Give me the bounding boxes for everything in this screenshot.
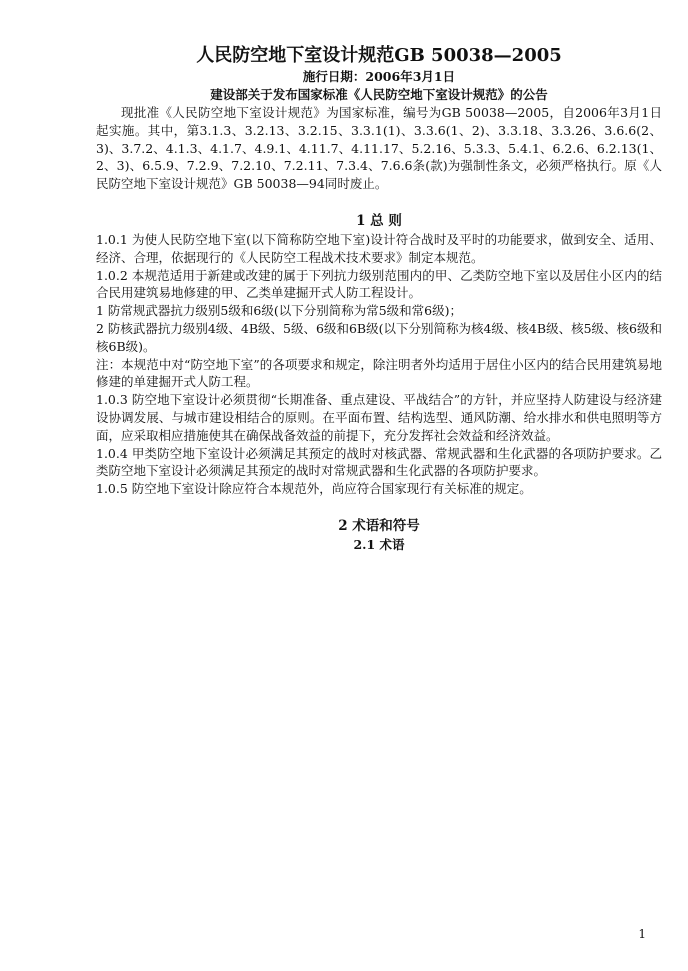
clause-1-0-2: 1.0.2 本规范适用于新建或改建的属于下列抗力级别范围内的甲、乙类防空地下室以及居住小区内的结合民用建筑易地修建的甲、乙类单建掘开式人防工程设计。 — [96, 267, 662, 301]
section-title-general: 1 总 则 — [356, 212, 402, 229]
clause-1-0-3: 1.0.3 防空地下室设计必须贯彻“长期准备、重点建设、平战结合”的方针，并应坚持人防建设与经济建设协调发展、与城市建设相结合的原则。在平面布置、结构选型、通风防潮、给水排水和供电照明等方面，应采取相应措施使其在确保战备效益的前提下，充分发挥社会效益和经济效益。 — [96, 392, 662, 443]
document-content — [96, 44, 662, 554]
clause-1-0-2-item-2: 2 防核武器抗力级别4级、4B级、5级、6级和6B级(以下分别简称为核4级、核4B级、核5级、核6级和核6B级)。 — [96, 320, 662, 354]
announcement-title: 建设部关于发布国家标准《人民防空地下室设计规范》的公告 — [210, 87, 548, 102]
effective-date: 施行日期：2006年3月1日 — [302, 69, 456, 84]
page-number: 1 — [638, 927, 646, 941]
section-gap — [96, 193, 662, 211]
clause-1-0-2-item-1: 1 防常规武器抗力级别5级和6级(以下分别简称为常5级和常6级)； — [96, 303, 462, 319]
section-title-terms: 2 术语和符号 — [338, 517, 420, 534]
clause-note: 注：本规范中对“防空地下室”的各项要求和规定，除注明者外均适用于居住小区内的结合民用建筑易地修建的单建掘开式人防工程。 — [96, 356, 662, 390]
clause-1-0-1: 1.0.1 为使人民防空地下室(以下简称防空地下室)设计符合战时及平时的功能要求，做到安全、适用、经济、合理，依据现行的《人民防空工程战术技术要求》制定本规范。 — [96, 231, 662, 265]
clause-1-0-5: 1.0.5 防空地下室设计除应符合本规范外，尚应符合国家现行有关标准的规定。 — [96, 481, 532, 497]
clause-1-0-4: 1.0.4 甲类防空地下室设计必须满足其预定的战时对核武器、常规武器和生化武器的各项防护要求。乙类防空地下室设计必须满足其预定的战时对常规武器和生化武器的各项防护要求。 — [96, 445, 662, 479]
document-title: 人民防空地下室设计规范GB 50038—2005 — [196, 45, 562, 66]
subsection-title-terms: 2.1 术语 — [353, 536, 405, 552]
announcement-text: 现批准《人民防空地下室设计规范》为国家标准，编号为GB 50038—2005，自2006年3月1日起实施。其中，第3.1.3、3.2.13、3.2.15、3.3.1(1)、3.3.6(1、2)、3.3.18、3.3.26、3.6.6(2、3)、3.7.2、4.1.3、4.1.7、4.9.1、4.11.7、4.11.17、5.2.16、5.3.3、5.4.1、6.2.6、6.2.13(1、2、3)、6.5.9、7.2.9、7.2.10、7.2.11、7.3.4、7.6.6条(款)为强制性条文，必须严格执行。原《人民防空地下室设计规范》GB 50038—94同时废止。 — [96, 105, 662, 192]
section-gap — [96, 498, 662, 516]
